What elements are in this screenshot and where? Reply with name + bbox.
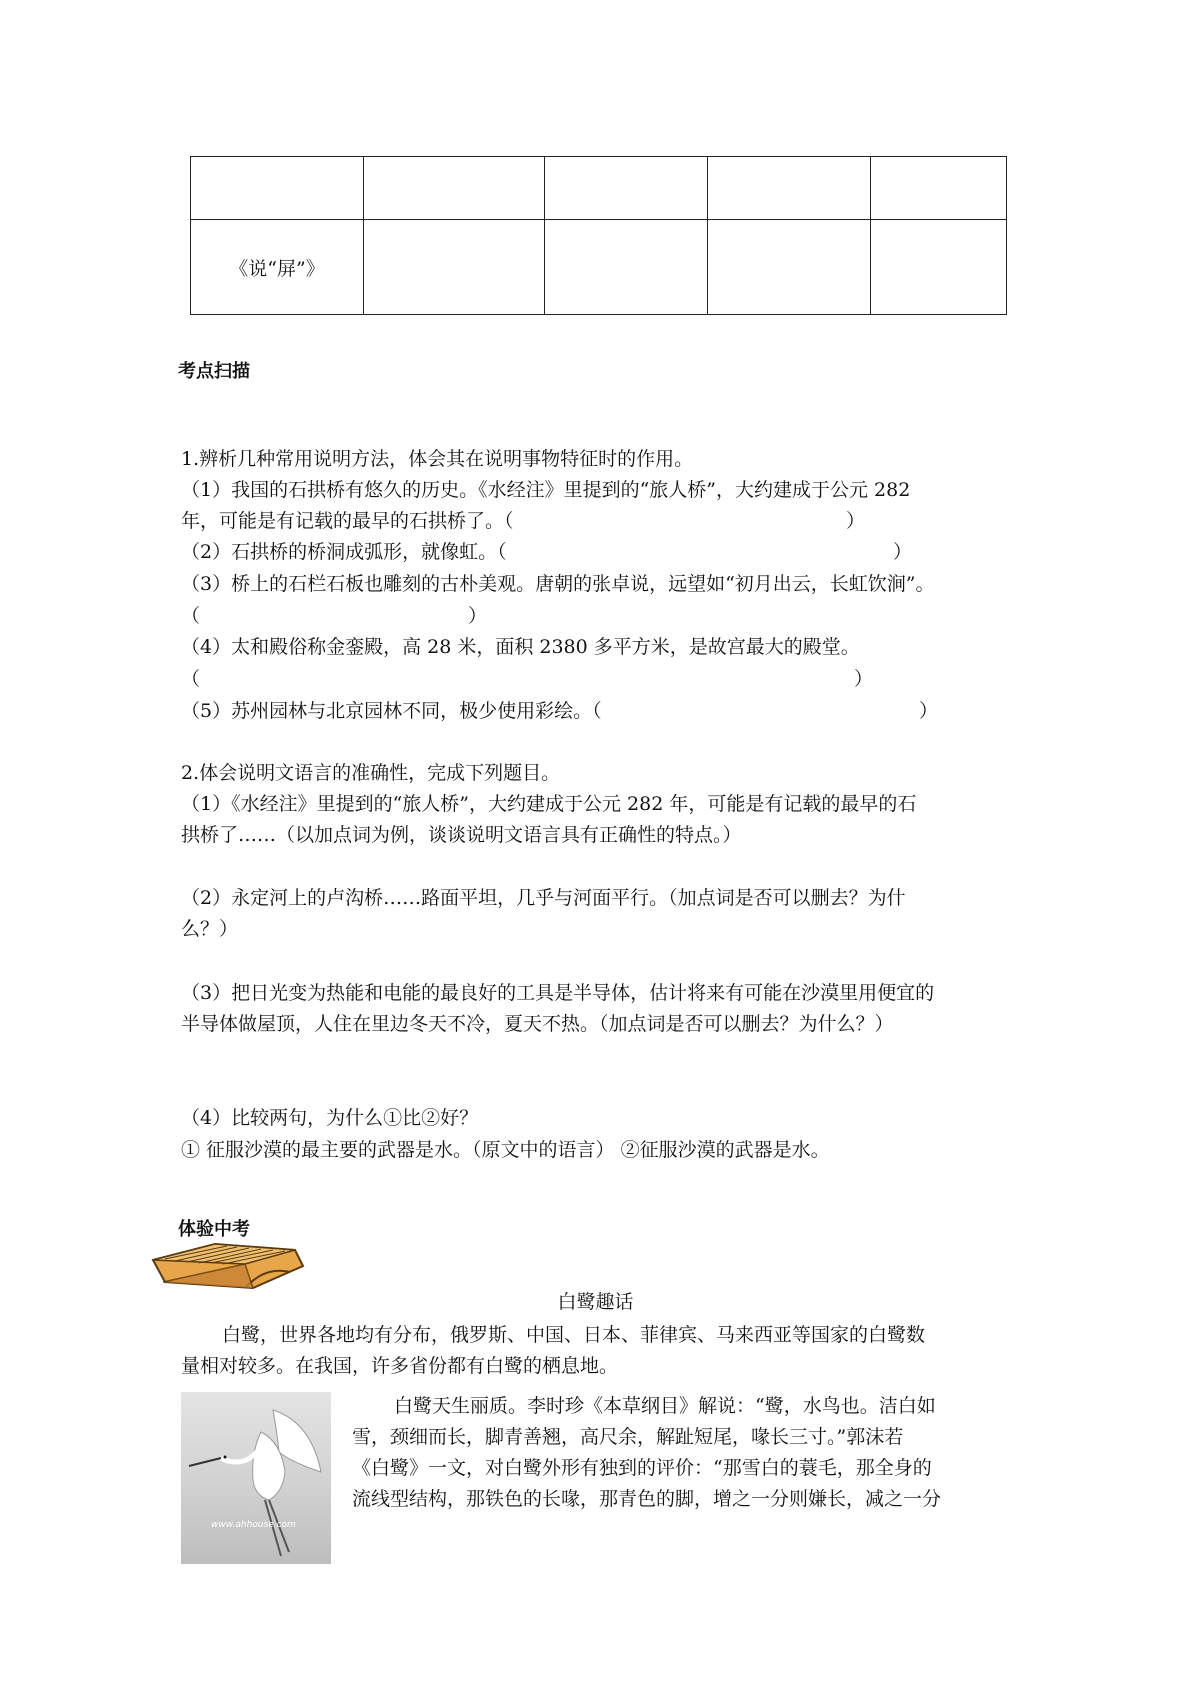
table-row (191, 157, 1007, 220)
egret-image (181, 1392, 331, 1564)
paragraph-line: 量相对较多。在我国，许多省份都有白鹭的栖息地。 (181, 1355, 619, 1377)
question-intro: 2.体会说明文语言的准确性，完成下列题目。 (181, 762, 561, 784)
table-cell: 《说“屏”》 (191, 220, 364, 315)
table-cell (545, 220, 708, 315)
answer-blank-close: ） (846, 510, 866, 532)
answer-blank-close: ） (919, 700, 939, 722)
answer-blank-close: ） (468, 605, 488, 627)
paragraph-line: 白鹭，世界各地均有分布，俄罗斯、中国、日本、菲律宾、马来西亚等国家的白鹭数 (222, 1324, 926, 1346)
table-cell (545, 157, 708, 220)
answer-blank-close: ） (854, 668, 874, 690)
paragraph-line: 《白鹭》一文，对白鹭外形有独到的评价：“那雪白的蓑毛，那全身的 (352, 1457, 932, 1479)
question-line: 拱桥了……（以加点词为例，谈谈说明文语言具有正确性的特点。） (181, 824, 742, 846)
egret-icon (181, 1392, 331, 1564)
question-line: （2）永定河上的卢沟桥……路面平坦，几乎与河面平行。（加点词是否可以删去？为什 (181, 887, 906, 909)
question-line: 年，可能是有记载的最早的石拱桥了。（ (181, 510, 514, 532)
paragraph-line: 白鹭天生丽质。李时珍《本草纲目》解说：“鹭，水鸟也。洁白如 (394, 1395, 936, 1417)
question-line: （2）石拱桥的桥洞成弧形，就像虹。（ (181, 541, 507, 563)
image-watermark: www.ahhouse.com (211, 1520, 296, 1530)
table-cell (191, 157, 364, 220)
paragraph-line: 流线型结构，那铁色的长喙，那青色的脚，增之一分则嫌长，减之一分 (352, 1488, 942, 1510)
question-line: （1）《水经注》里提到的“旅人桥”，大约建成于公元 282 年，可能是有记载的最早的石 (181, 793, 917, 815)
question-line: （3）把日光变为热能和电能的最良好的工具是半导体，估计将来有可能在沙漠里用便宜的 (181, 982, 935, 1004)
table-cell (708, 220, 871, 315)
question-line: （5）苏州园林与北京园林不同，极少使用彩绘。（ (181, 700, 602, 722)
question-intro: 1.辨析几种常用说明方法，体会其在说明事物特征时的作用。 (181, 448, 694, 470)
answer-blank-close: ） (893, 541, 913, 563)
question-line: （4）比较两句，为什么①比②好？ (181, 1107, 479, 1129)
table-row (191, 220, 1007, 315)
table-cell (871, 220, 1007, 315)
question-line: 半导体做屋顶，人住在里边冬天不冷，夏天不热。（加点词是否可以删去？为什么？） (181, 1013, 894, 1035)
question-line: （4）太和殿俗称金銮殿，高 28 米，面积 2380 多平方米，是故宫最大的殿堂。 (181, 636, 860, 658)
comparison-table (190, 156, 1007, 315)
table-cell (364, 220, 545, 315)
article-title: 白鹭趣话 (557, 1291, 634, 1313)
table-cell (871, 157, 1007, 220)
table-cell (708, 157, 871, 220)
question-line: ① 征服沙漠的最主要的武器是水。（原文中的语言） ②征服沙漠的武器是水。 (181, 1139, 830, 1161)
question-line: （3）桥上的石栏石板也雕刻的古朴美观。唐朝的张卓说，远望如“初月出云，长虹饮涧”。 (181, 573, 935, 595)
section-heading: 考点扫描 (178, 361, 250, 382)
table-cell (364, 157, 545, 220)
section-heading: 体验中考 (178, 1219, 250, 1240)
question-line: 么？） (181, 918, 239, 940)
question-line: （1）我国的石拱桥有悠久的历史。《水经注》里提到的“旅人桥”，大约建成于公元 282 (181, 479, 911, 501)
paragraph-line: 雪，颈细而长，脚青善翘，高尺余，解趾短尾，喙长三寸。”郭沫若 (352, 1426, 904, 1448)
answer-blank-open: （ (181, 605, 201, 627)
answer-blank-open: （ (181, 668, 201, 690)
